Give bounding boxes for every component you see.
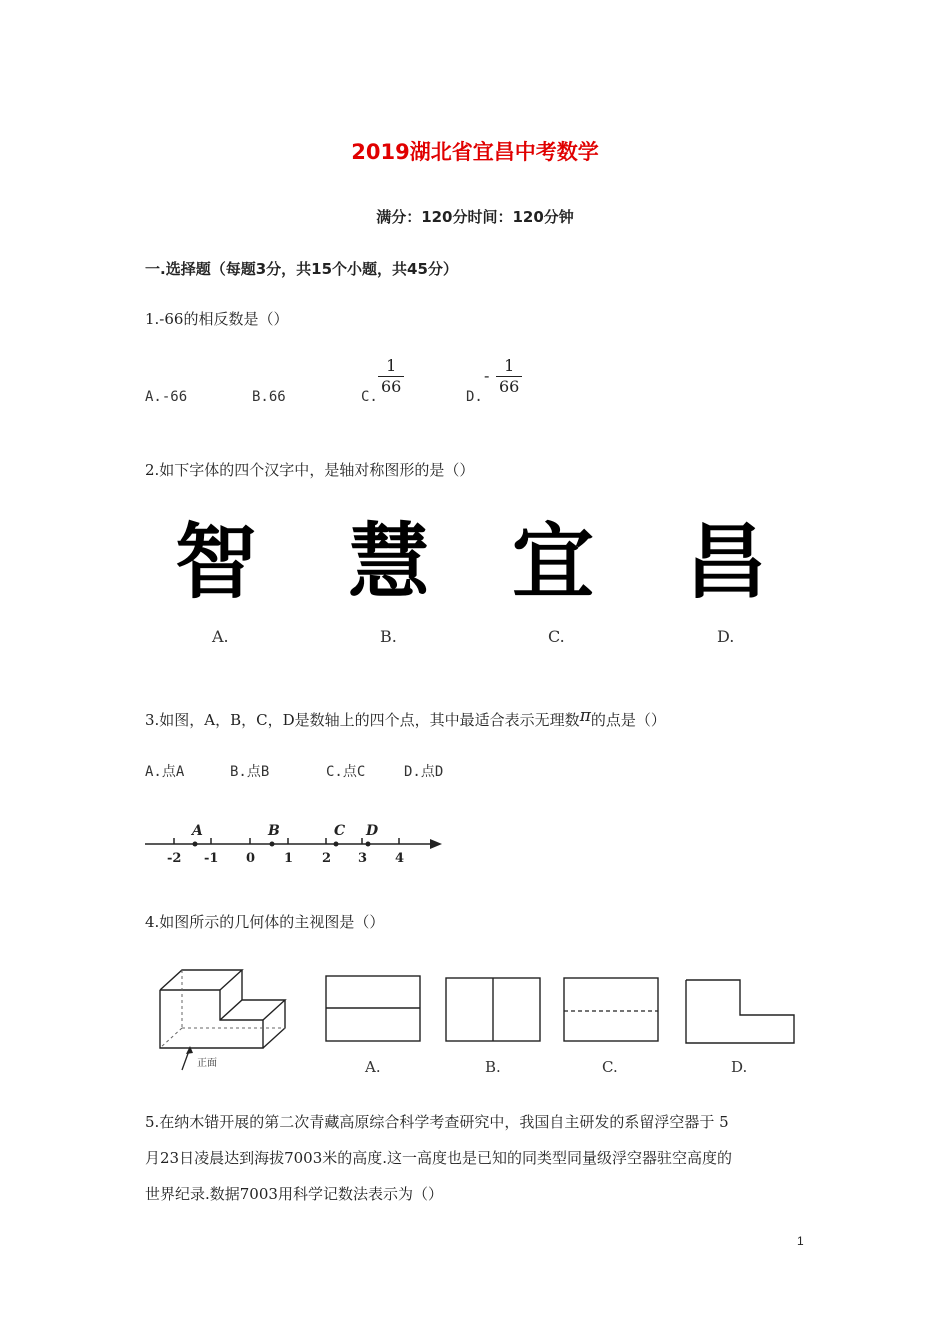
point-a-label: A [192,823,203,839]
view-options-figure [320,970,810,1080]
character-yi: 宜 [512,515,595,610]
q2-label-a: A. [212,627,229,646]
q4-label-d: D. [731,1058,748,1076]
q5-line-3: 世界纪录.数据7003用科学记数法表示为（） [145,1185,443,1203]
point-d-label: D [366,823,379,839]
q2-label-d: D. [717,627,735,646]
q3-option-d: D.点D [404,764,444,780]
q3-stem-after: 的点是（） [590,711,666,729]
option-c-rect [564,978,658,1041]
front-view-label: 正面 [197,1058,217,1069]
solid-right-face [263,1000,285,1048]
tick-label: 1 [284,851,294,866]
q4-label-b: B. [485,1058,501,1076]
solid-step-face [220,1000,285,1020]
section-heading: 一.选择题（每题3分，共15个小题，共45分） [145,260,458,278]
solid-front-face [160,990,263,1048]
point-b-dot [270,842,275,847]
question-2-stem: 2.如下字体的四个汉字中，是轴对称图形的是（） [145,461,475,479]
q3-option-b: B.点B [230,764,270,780]
q1-option-a: A.-66 [145,389,188,405]
question-3-stem [145,706,666,730]
hidden-edges [160,970,285,1048]
question-4-stem: 4.如图所示的几何体的主视图是（） [145,913,385,931]
character-zhi: 智 [175,515,258,610]
q2-label-c: C. [548,627,565,646]
geometric-solid-figure [150,960,300,1080]
page-number: 1 [797,1234,804,1248]
q4-label-c: C. [602,1058,618,1076]
q3-stem-before: 3.如图，A，B，C，D是数轴上的四个点，其中最适合表示无理数 [145,711,580,729]
character-hui: 慧 [348,515,431,610]
tick-label: -1 [204,851,219,866]
number-line-figure [140,818,450,874]
tick-labels [167,851,404,866]
q3-option-a: A.点A [145,764,185,780]
tick-label: -2 [167,851,182,866]
q3-option-c: C.点C [326,764,366,780]
document-title: 2019湖北省宜昌中考数学 [351,140,599,164]
tick-label: 4 [395,851,405,866]
point-b-label: B [268,823,280,839]
point-a-dot [193,842,198,847]
point-c-label: C [334,823,346,839]
q1-option-c-label: C. [361,389,378,405]
point-d-dot [366,842,371,847]
fraction-denominator: 66 [381,377,402,396]
fraction-numerator: 1 [496,356,522,377]
tick-label: 3 [358,851,368,866]
view-arrow-head [186,1046,193,1054]
fraction-denominator: 66 [499,377,520,396]
option-d-shape [686,980,794,1043]
q1-option-c-fraction [378,356,404,397]
q4-label-a: A. [365,1058,381,1076]
q2-label-b: B. [380,627,397,646]
point-c-dot [334,842,339,847]
point-labels [190,823,379,839]
q1-option-d-label: D. [466,389,483,405]
q1-option-d-sign: - [484,366,490,385]
q5-line-1: 5.在纳木错开展的第二次青藏高原综合科学考查研究中，我国自主研发的系留浮空器于 5 [145,1113,729,1131]
q1-option-d-fraction [496,356,522,397]
exam-info: 满分：120分时间：120分钟 [376,208,574,226]
fraction-numerator: 1 [378,356,404,377]
tick-label: 2 [322,851,332,866]
solid-top-face [160,970,242,990]
q5-line-2: 月23日凌晨达到海拔7003米的高度.这一高度也是已知的同类型同量级浮空器驻空高度的 [145,1149,733,1167]
character-chang: 昌 [685,515,768,610]
pi-symbol: π [579,706,591,726]
q1-option-b: B.66 [252,389,286,405]
axis-arrow [430,839,442,849]
tick-label: 0 [246,851,256,866]
question-1-stem: 1.-66的相反数是（） [145,310,289,328]
question-5-text [145,1104,810,1212]
